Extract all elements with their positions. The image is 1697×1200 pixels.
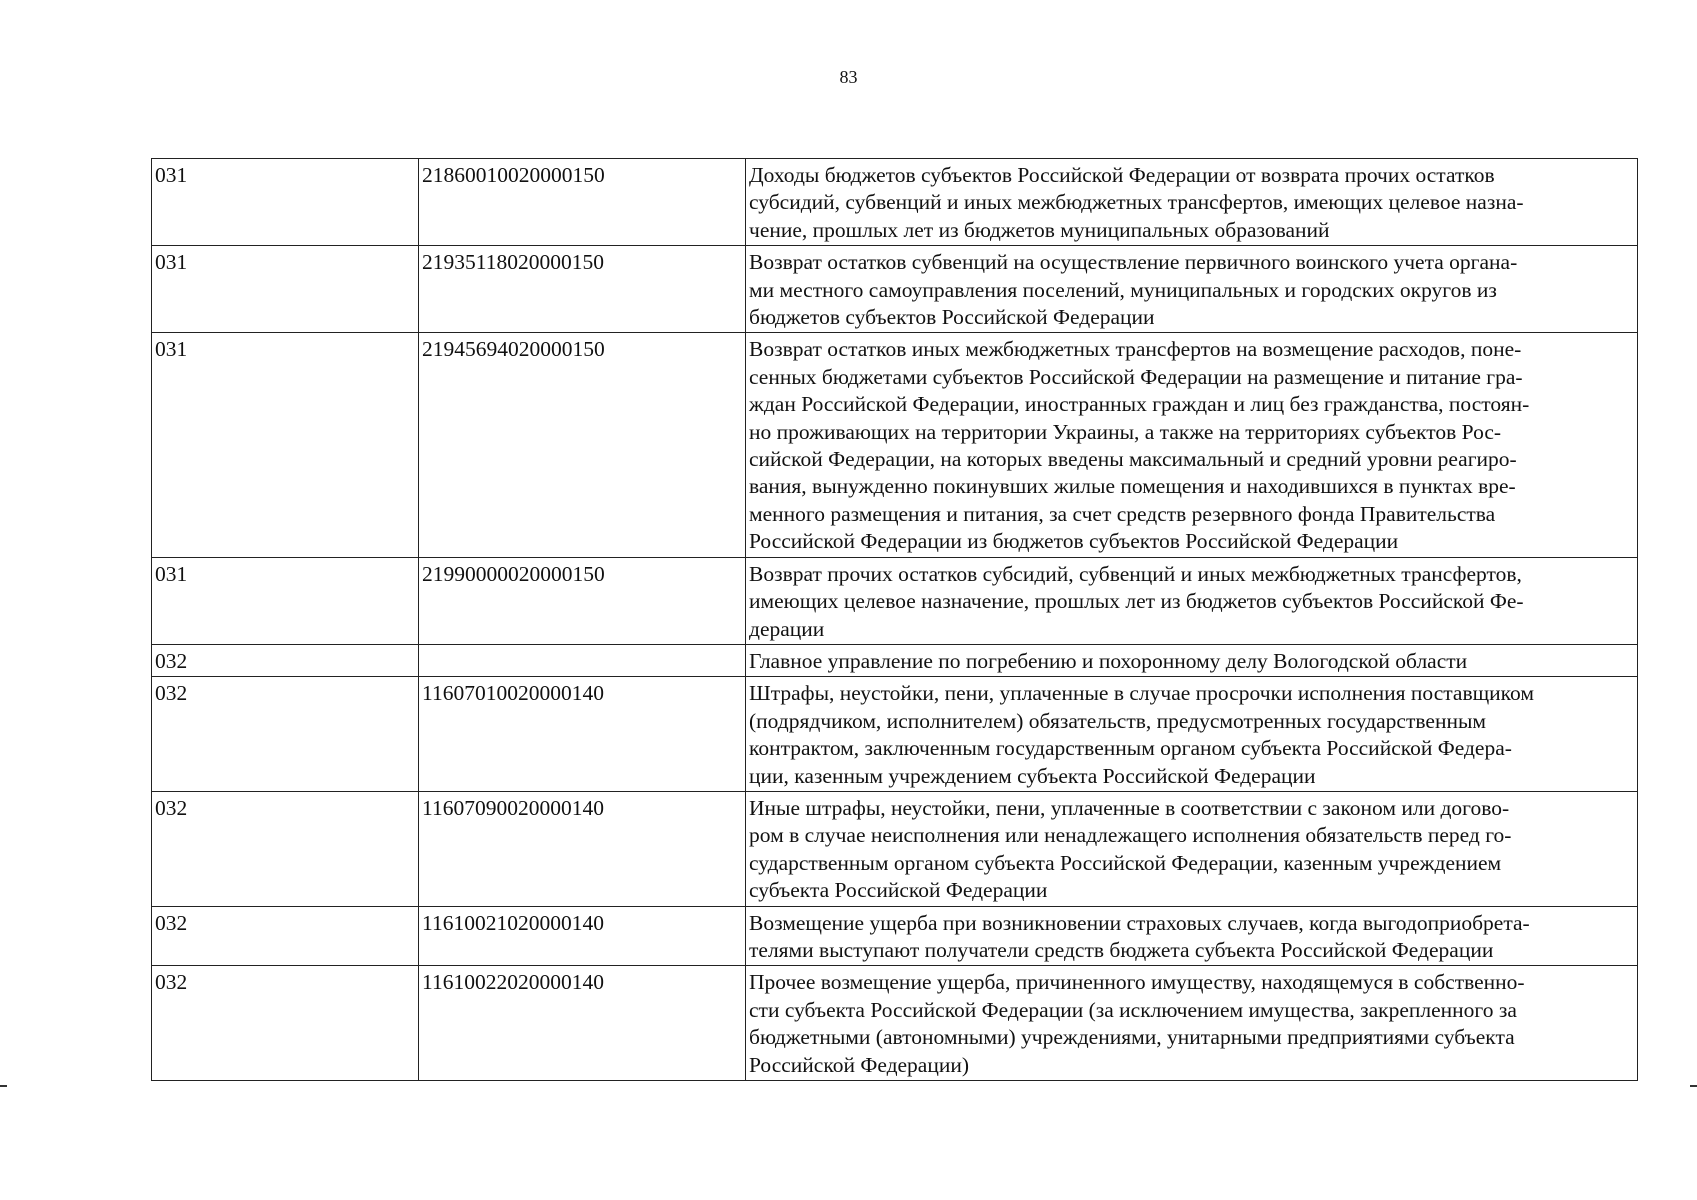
budget-classification-code-cell: 21935118020000150 <box>419 246 746 333</box>
budget-classification-code-cell <box>419 644 746 676</box>
left-margin-tick <box>0 1085 7 1087</box>
table-row <box>152 333 1638 557</box>
description-cell: Штрафы, неустойки, пени, уплаченные в случае просрочки исполнения поставщиком (подрядчиком, исполнителем) обязательств, предусмотренных государственным контрактом, заключенным государственным органом субъекта Российской Федера- ции, казенным учреждением субъекта Российской Федерации <box>746 677 1638 792</box>
table-row <box>152 557 1638 644</box>
budget-classification-code-cell: 11607010020000140 <box>419 677 746 792</box>
description-cell: Доходы бюджетов субъектов Российской Федерации от возврата прочих остатков субсидий, субвенций и иных межбюджетных трансфертов, имеющих целевое назна- чение, прошлых лет из бюджетов муниципальных образований <box>746 159 1638 246</box>
budget-classification-code-cell: 11607090020000140 <box>419 791 746 906</box>
admin-code-cell: 031 <box>152 246 419 333</box>
admin-code-cell: 031 <box>152 159 419 246</box>
budget-classification-code-cell: 11610022020000140 <box>419 966 746 1081</box>
description-cell: Возврат остатков субвенций на осуществление первичного воинского учета органа- ми местного самоуправления поселений, муниципальных и городских округов из бюджетов субъектов Российской Федерации <box>746 246 1638 333</box>
admin-code-cell: 032 <box>152 966 419 1081</box>
budget-classification-code-cell: 21945694020000150 <box>419 333 746 557</box>
admin-code-cell: 032 <box>152 791 419 906</box>
admin-code-cell: 031 <box>152 333 419 557</box>
admin-code-cell: 032 <box>152 644 419 676</box>
table-row <box>152 966 1638 1081</box>
right-margin-tick <box>1690 1085 1697 1087</box>
table-row <box>152 677 1638 792</box>
description-cell: Возмещение ущерба при возникновении страховых случаев, когда выгодоприобрета- телями выступают получатели средств бюджета субъекта Российской Федерации <box>746 906 1638 966</box>
table-row <box>152 791 1638 906</box>
table-row <box>152 644 1638 676</box>
table-row <box>152 159 1638 246</box>
description-cell: Возврат прочих остатков субсидий, субвенций и иных межбюджетных трансфертов, имеющих целевое назначение, прошлых лет из бюджетов субъектов Российской Фе- дерации <box>746 557 1638 644</box>
page-number: 83 <box>839 67 858 87</box>
budget-classification-code-cell: 11610021020000140 <box>419 906 746 966</box>
description-cell: Возврат остатков иных межбюджетных трансфертов на возмещение расходов, поне- сенных бюджетами субъектов Российской Федерации на размещение и питание гра- ждан Российской Федерации, иностранных граждан и лиц без гражданства, постоян- но проживающих на территории Украины, а также на территориях субъектов Рос- сийской Федерации, на которых введены максимальный и средний уровни реагиро- вания, вынужденно покинувших жилые помещения и находившихся в пунктах вре- менного размещения и питания, за счет средств резервного фонда Правительства Российской Федерации из бюджетов субъектов Российской Федерации <box>746 333 1638 557</box>
admin-code-cell: 032 <box>152 906 419 966</box>
description-cell: Прочее возмещение ущерба, причиненного имуществу, находящемуся в собственно- сти субъекта Российской Федерации (за исключением имущества, закрепленного за бюджетными (автономными) учреждениями, унитарными предприятиями субъекта Российской Федерации) <box>746 966 1638 1081</box>
description-cell: Иные штрафы, неустойки, пени, уплаченные в соответствии с законом или догово- ром в случае неисполнения или ненадлежащего исполнения обязательств перед го- сударственным органом субъекта Российской Федерации, казенным учреждением субъекта Российской Федерации <box>746 791 1638 906</box>
budget-classification-code-cell: 21990000020000150 <box>419 557 746 644</box>
description-cell: Главное управление по погребению и похоронному делу Вологодской области <box>746 644 1638 676</box>
admin-code-cell: 031 <box>152 557 419 644</box>
table-row <box>152 246 1638 333</box>
admin-code-cell: 032 <box>152 677 419 792</box>
budget-classification-code-cell: 21860010020000150 <box>419 159 746 246</box>
table-row <box>152 906 1638 966</box>
revenue-codes-table <box>151 158 1638 1081</box>
